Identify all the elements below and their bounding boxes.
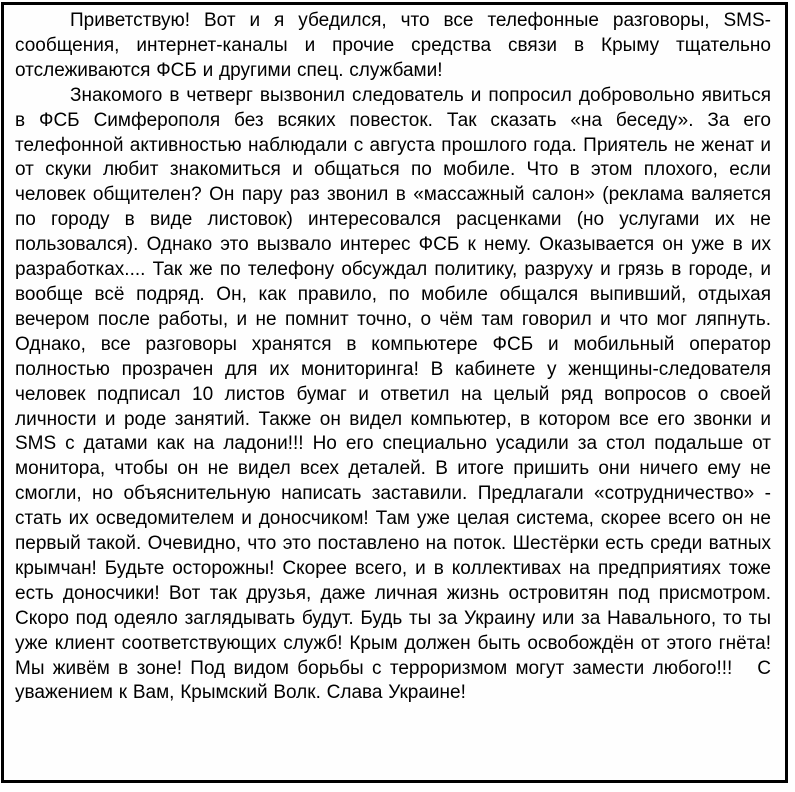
paragraph-story: Знакомого в четверг вызвонил следователь и попросил добровольно явиться в ФСБ Симферополя без всяких повесток. Так сказать «на беседу». За его телефонной активностью наблюдали с августа прошлого года. Приятель не женат и от скуки любит знакомиться и общаться по мобиле. Что в этом плохого, если человек общителен? Он пару раз звонил в «массажный салон» (реклама валяется по городу в виде листовок) интересовался расценками (но услугами их не пользовался). Однако это вызвало интерес ФСБ к нему. Оказывается он уже в их разработках.... Так же по телефону обсуждал политику, разруху и грязь в городе, и вообще всё подряд. Он, как правило, по мобиле общался выпивший, отдыхая вечером после работы, и не помнит точно, о чём там говорил и что мог ляпнуть. Однако, все разговоры хранятся в компьютере ФСБ и мобильный оператор полностью прозрачен для их мониторинга! В кабинете у женщины-следователя человек подписал 10 листов бумаг и ответил на целый ряд вопросов о своей личности и роде занятий. Также он видел компьютер, в котором все его звонки и SMS с датами как на ладони!!! Но его специально усадили за стол подальше от монитора, чтобы он не видел всех деталей. В итоге пришить они ничего ему не смогли, но объяснительную написать заставили. Предлагали «сотрудничество» - стать их осведомителем и доносчиком! Там уже целая система, скорее всего он не первый такой. Очевидно, что это поставлено на поток. Шестёрки есть среди ватных крымчан! Будьте осторожны! Скорее всего, и в коллективах на предприятиях тоже есть доносчики! Вот так друзья, даже личная жизнь островитян под присмотром. Скоро под одеяло заглядывать будут. Будь ты за Украину или за Навального, то ты уже клиент соответствующих служб! Крым должен быть освобождён от этого гнёта! Мы живём в зоне! Под видом борьбы с терроризмом могут замести любого!!! С уважением к Вам, Крымский Волк. Слава Украине! (15, 84, 771, 704)
paragraph-intro: Приветствую! Вот и я убедился, что все телефонные разговоры, SMS-сообщения, интернет-каналы и прочие средства связи в Крыму тщательно отслеживаются ФСБ и другими спец. службами! (15, 10, 771, 81)
document-page (1, 2, 788, 783)
